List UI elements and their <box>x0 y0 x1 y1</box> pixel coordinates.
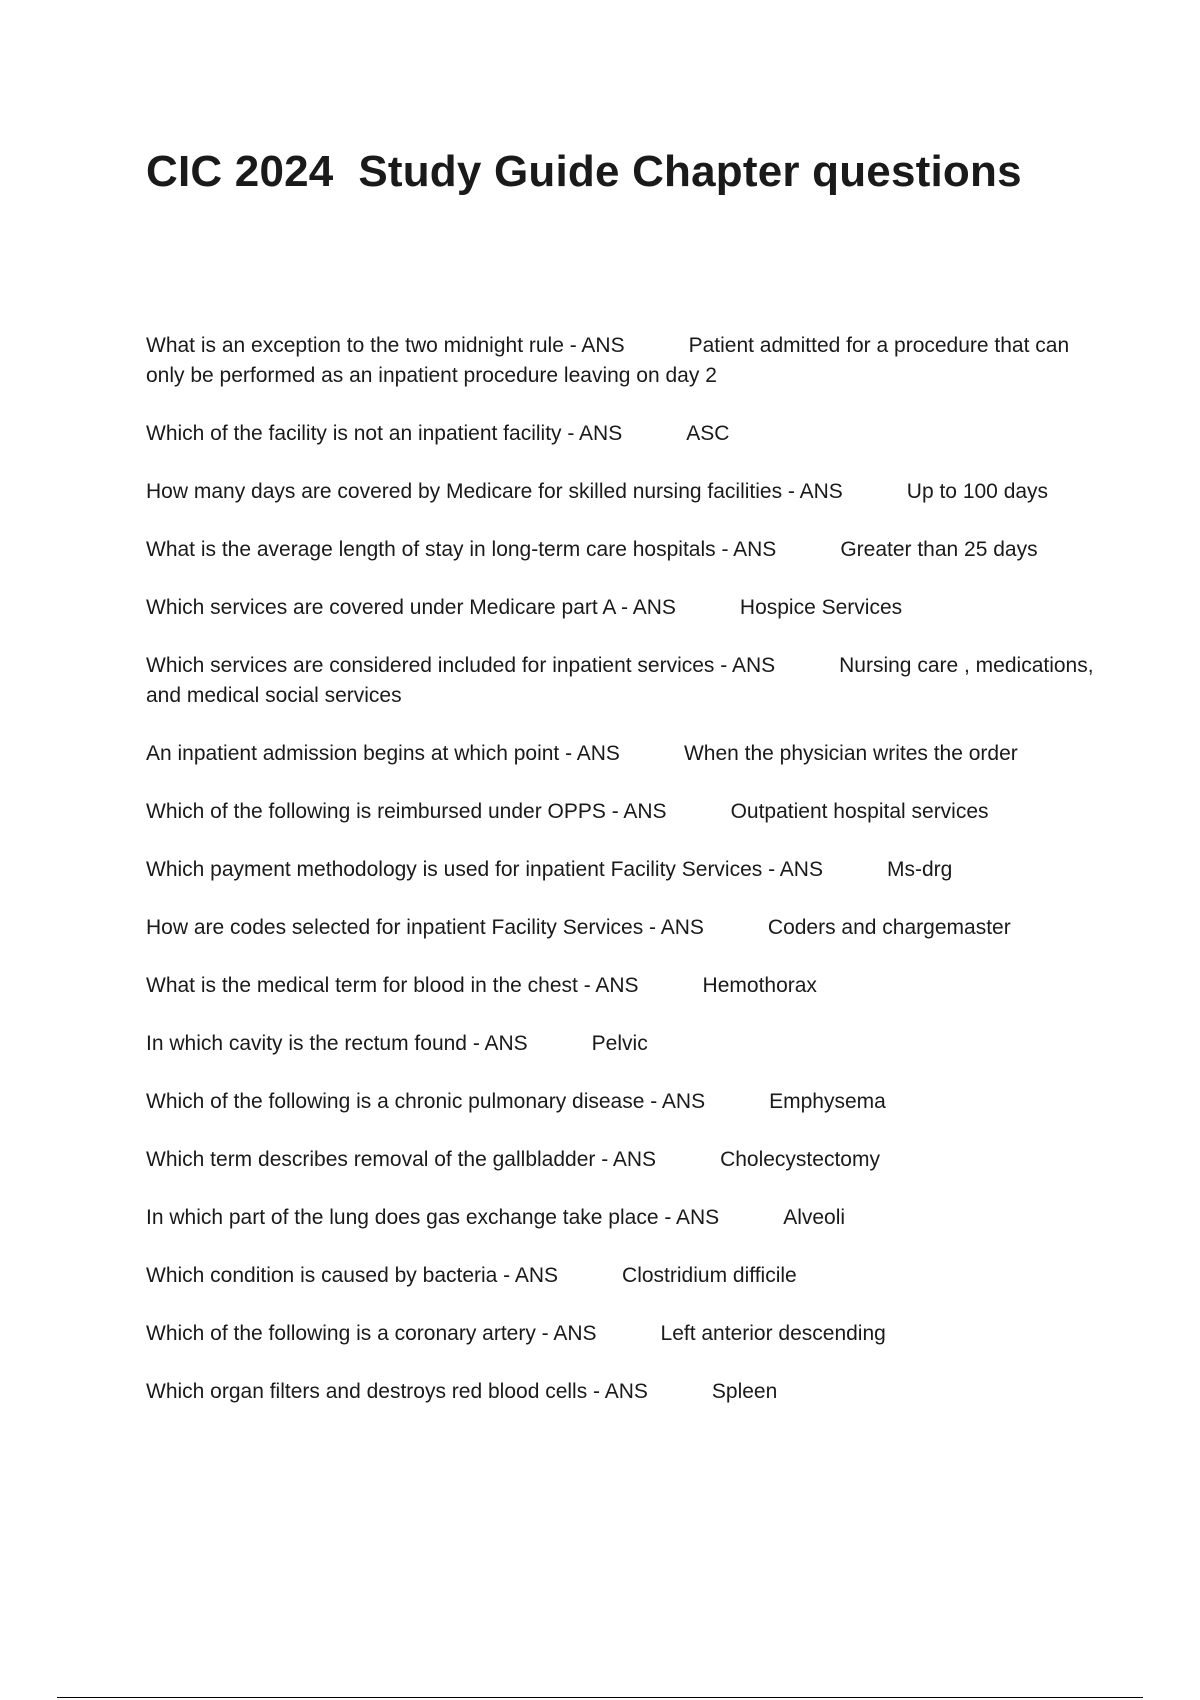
qa-item <box>146 1261 1096 1291</box>
qa-item <box>146 855 1096 885</box>
answer-text: Hemothorax <box>702 974 817 997</box>
answer-text: Emphysema <box>769 1090 886 1113</box>
qa-item <box>146 1087 1096 1117</box>
question-text: Which of the following is reimbursed under OPPS - ANS <box>146 800 667 823</box>
question-text: How are codes selected for inpatient Facility Services - ANS <box>146 916 704 939</box>
answer-text: Clostridium difficile <box>622 1264 797 1287</box>
question-text: Which of the facility is not an inpatient facility - ANS <box>146 422 623 445</box>
question-text: Which services are considered included for inpatient services - ANS <box>146 654 776 677</box>
answer-text: Cholecystectomy <box>720 1148 880 1171</box>
qa-item <box>146 593 1096 623</box>
question-text: In which part of the lung does gas exchange take place - ANS <box>146 1206 720 1229</box>
qa-item <box>146 1203 1096 1233</box>
page-title: CIC 2024 Study Guide Chapter questions <box>146 147 1022 196</box>
qa-item <box>146 419 1096 449</box>
question-text: An inpatient admission begins at which point - ANS <box>146 742 620 765</box>
question-text: Which term describes removal of the gallbladder - ANS <box>146 1148 657 1171</box>
answer-text: Hospice Services <box>739 596 903 619</box>
qa-item <box>146 1319 1096 1349</box>
qa-item <box>146 1029 1096 1059</box>
question-text: Which services are covered under Medicare part A - ANS <box>146 596 676 619</box>
qa-item <box>146 535 1096 565</box>
answer-text: Patient admitted for a procedure that can only be performed as an inpatient procedure leaving on day 2 <box>146 334 1070 387</box>
question-text: What is the average length of stay in long-term care hospitals - ANS <box>146 538 777 561</box>
qa-item <box>146 651 1096 711</box>
answer-text: Left anterior descending <box>660 1322 886 1345</box>
answer-text: Spleen <box>711 1380 778 1403</box>
qa-item <box>146 797 1096 827</box>
question-text: In which cavity is the rectum found - ANS <box>146 1032 528 1055</box>
answer-text: Alveoli <box>783 1206 846 1229</box>
question-text: Which organ filters and destroys red blood cells - ANS <box>146 1380 648 1403</box>
footer-divider <box>57 1697 1143 1698</box>
answer-text: Greater than 25 days <box>840 538 1038 561</box>
answer-text: Pelvic <box>591 1032 648 1055</box>
qa-item <box>146 971 1096 1001</box>
question-list <box>146 331 1096 1435</box>
question-text: How many days are covered by Medicare for skilled nursing facilities - ANS <box>146 480 843 503</box>
qa-item <box>146 1377 1096 1407</box>
qa-item <box>146 331 1096 391</box>
answer-text: Up to 100 days <box>906 480 1049 503</box>
qa-item <box>146 913 1096 943</box>
question-text: Which payment methodology is used for inpatient Facility Services - ANS <box>146 858 823 881</box>
answer-text: When the physician writes the order <box>683 742 1018 765</box>
answer-text: ASC <box>686 422 730 445</box>
question-text: Which of the following is a chronic pulmonary disease - ANS <box>146 1090 706 1113</box>
question-text: What is an exception to the two midnight rule - ANS <box>146 334 625 357</box>
answer-text: Coders and chargemaster <box>767 916 1011 939</box>
answer-text: Nursing care , medications, and medical social services <box>146 654 1094 707</box>
qa-item <box>146 1145 1096 1175</box>
answer-text: Outpatient hospital services <box>730 800 989 823</box>
answer-text: Ms-drg <box>886 858 953 881</box>
question-text: What is the medical term for blood in the chest - ANS <box>146 974 639 997</box>
qa-item <box>146 477 1096 507</box>
question-text: Which condition is caused by bacteria - ANS <box>146 1264 559 1287</box>
qa-item <box>146 739 1096 769</box>
question-text: Which of the following is a coronary artery - ANS <box>146 1322 597 1345</box>
